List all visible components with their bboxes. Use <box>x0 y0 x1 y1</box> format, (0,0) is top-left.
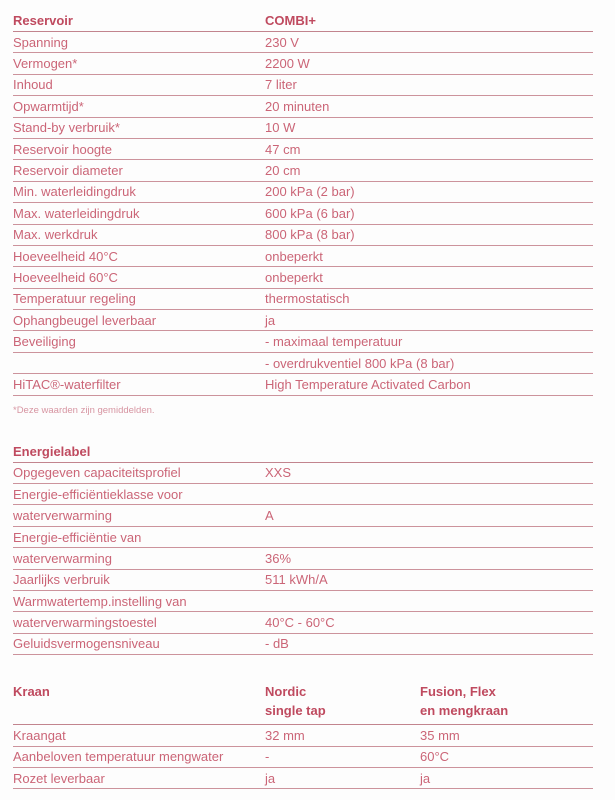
table-row <box>13 634 593 655</box>
spec-label: Aanbeloven temperatuur mengwater <box>13 749 224 765</box>
table-row <box>13 160 593 181</box>
table-row <box>13 331 593 352</box>
spec-label: waterverwarming <box>13 508 112 524</box>
spec-value: 200 kPa (2 bar) <box>265 184 355 200</box>
table-row <box>13 505 593 526</box>
kraan-header-fusion-line1: Fusion, Flex <box>420 684 496 700</box>
table-row <box>13 548 593 569</box>
table-row <box>13 203 593 224</box>
table-row <box>13 225 593 246</box>
footnote: *Deze waarden zijn gemiddelden. <box>13 404 155 416</box>
reservoir-table-header <box>13 10 593 32</box>
table-row <box>13 32 593 53</box>
spec-value: - overdrukventiel 800 kPa (8 bar) <box>265 355 455 371</box>
spec-value: ja <box>420 770 431 786</box>
table-row <box>13 139 593 160</box>
spec-value: ja <box>265 770 276 786</box>
spec-label: Energie-efficiëntie van <box>13 529 142 545</box>
table-row <box>13 374 593 395</box>
spec-value: 60°C <box>420 749 450 765</box>
spec-label: Vermogen* <box>13 56 78 72</box>
spec-value: 35 mm <box>420 727 460 743</box>
kraan-table <box>13 682 593 789</box>
table-row <box>13 53 593 74</box>
spec-value: 230 V <box>265 34 299 50</box>
spec-label: Rozet leverbaar <box>13 770 105 786</box>
reservoir-header-label: Reservoir <box>13 13 73 28</box>
spec-value: - dB <box>265 636 289 652</box>
spec-label: Jaarlijks verbruik <box>13 572 110 588</box>
spec-label: Warmwatertemp.instelling van <box>13 593 187 609</box>
table-row <box>13 118 593 139</box>
spec-label: waterverwarming <box>13 550 112 566</box>
table-row <box>13 353 593 374</box>
table-row <box>13 591 593 612</box>
table-row <box>13 96 593 117</box>
spec-label: Spanning <box>13 34 68 50</box>
table-row <box>13 527 593 548</box>
spec-label: Inhoud <box>13 77 53 93</box>
spec-label: Max. werkdruk <box>13 227 98 243</box>
reservoir-table <box>13 10 593 416</box>
spec-value: thermostatisch <box>265 291 350 307</box>
table-row <box>13 747 593 768</box>
spec-label: waterverwarmingstoestel <box>13 615 157 631</box>
energy-table <box>13 441 593 656</box>
spec-label: Hoeveelheid 60°C <box>13 269 118 285</box>
spec-label: Energie-efficiëntieklasse voor <box>13 486 183 502</box>
spec-label: Opwarmtijd* <box>13 98 84 114</box>
energy-table-header <box>13 441 593 463</box>
spec-label: Reservoir hoogte <box>13 141 112 157</box>
spec-value: 32 mm <box>265 727 305 743</box>
spec-value: 600 kPa (6 bar) <box>265 205 355 221</box>
table-row <box>13 289 593 310</box>
spec-value: 511 kWh/A <box>265 572 328 588</box>
spec-value: XXS <box>265 465 292 481</box>
kraan-table-header <box>13 682 593 725</box>
spec-label: Stand-by verbruik* <box>13 120 120 136</box>
spec-label: Temperatuur regeling <box>13 291 136 307</box>
spec-value: - maximaal temperatuur <box>265 334 403 350</box>
table-row <box>13 246 593 267</box>
spec-value: 40°C - 60°C <box>265 615 335 631</box>
spec-label: Beveiliging <box>13 334 76 350</box>
table-row <box>13 310 593 331</box>
spec-label: Hoeveelheid 40°C <box>13 248 118 264</box>
table-row <box>13 768 593 789</box>
table-row <box>13 570 593 591</box>
spec-label: Min. waterleidingdruk <box>13 184 136 200</box>
spec-value: 20 minuten <box>265 98 330 114</box>
kraan-header-nordic-line2: single tap <box>265 703 326 719</box>
table-row <box>13 75 593 96</box>
table-row <box>13 182 593 203</box>
spec-label: Ophangbeugel leverbaar <box>13 312 157 328</box>
energy-header-label: Energielabel <box>13 443 91 459</box>
kraan-header-nordic <box>265 682 420 720</box>
spec-value: 20 cm <box>265 163 301 179</box>
spec-value: 2200 W <box>265 56 310 72</box>
kraan-header-label: Kraan <box>13 684 50 700</box>
spec-value: - <box>265 749 270 765</box>
table-row <box>13 484 593 505</box>
spec-value: onbeperkt <box>265 248 323 264</box>
spec-value: 800 kPa (8 bar) <box>265 227 355 243</box>
table-row <box>13 612 593 633</box>
spec-value: A <box>265 508 274 524</box>
spec-value: 47 cm <box>265 141 301 157</box>
spec-label: Geluidsvermogensniveau <box>13 636 160 652</box>
spec-label: HiTAC®-waterfilter <box>13 376 121 392</box>
spec-value: 7 liter <box>265 77 297 93</box>
table-row <box>13 463 593 484</box>
reservoir-table-body <box>13 32 593 396</box>
reservoir-header-value: COMBI+ <box>265 13 316 28</box>
kraan-header-fusion <box>420 682 593 720</box>
spec-value: onbeperkt <box>265 269 323 285</box>
kraan-header-fusion-line2: en mengkraan <box>420 703 509 719</box>
energy-table-body <box>13 463 593 656</box>
spec-label: Reservoir diameter <box>13 163 123 179</box>
spec-label: Kraangat <box>13 727 66 743</box>
kraan-header-nordic-line1: Nordic <box>265 684 307 700</box>
spec-label: Max. waterleidingdruk <box>13 205 140 221</box>
spec-value: 36% <box>265 550 292 566</box>
kraan-table-body <box>13 725 593 789</box>
table-row <box>13 267 593 288</box>
table-row <box>13 725 593 746</box>
spec-value: ja <box>265 312 276 328</box>
spec-value: High Temperature Activated Carbon <box>265 376 471 392</box>
spec-label: Opgegeven capaciteitsprofiel <box>13 465 181 481</box>
spec-value: 10 W <box>265 120 296 136</box>
